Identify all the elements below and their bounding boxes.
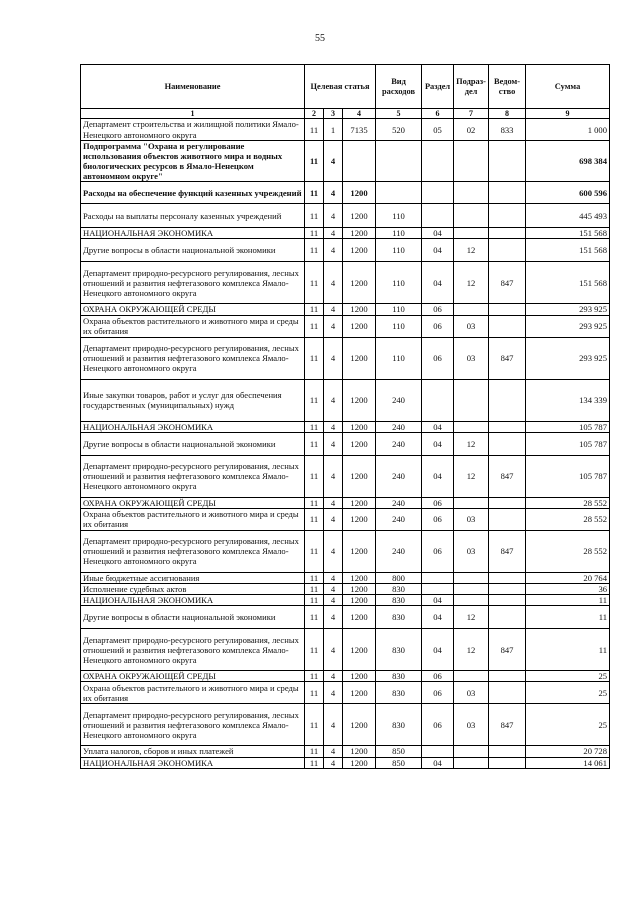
row-code-cell: 11 <box>305 704 324 746</box>
page-number: 55 <box>315 33 325 44</box>
row-amount-cell: 698 384 <box>526 140 610 182</box>
row-code-cell <box>454 304 489 315</box>
row-amount-cell: 151 568 <box>526 239 610 262</box>
row-code-cell: 11 <box>305 421 324 432</box>
table-row <box>81 508 610 530</box>
table-row <box>81 379 610 421</box>
row-code-cell <box>489 421 526 432</box>
row-code-cell: 850 <box>376 746 422 757</box>
row-code-cell: 4 <box>324 671 343 682</box>
row-code-cell <box>489 239 526 262</box>
row-code-cell: 830 <box>376 595 422 606</box>
row-code-cell: 4 <box>324 337 343 379</box>
row-amount-cell: 28 552 <box>526 530 610 572</box>
row-code-cell <box>489 508 526 530</box>
row-code-cell <box>489 315 526 337</box>
table-row <box>81 455 610 497</box>
row-code-cell: 11 <box>305 595 324 606</box>
row-code-cell <box>454 583 489 594</box>
row-code-cell <box>489 572 526 583</box>
row-amount-cell: 14 061 <box>526 757 610 768</box>
row-code-cell <box>454 497 489 508</box>
row-code-cell: 11 <box>305 204 324 228</box>
row-code-cell <box>422 204 454 228</box>
row-code-cell <box>422 182 454 204</box>
row-code-cell: 11 <box>305 508 324 530</box>
table-row <box>81 629 610 671</box>
row-code-cell: 1200 <box>343 379 376 421</box>
row-code-cell: 06 <box>422 508 454 530</box>
row-amount-cell: 105 787 <box>526 455 610 497</box>
header-expense-type: Вид расходов <box>376 65 422 109</box>
row-code-cell: 4 <box>324 497 343 508</box>
row-code-cell: 110 <box>376 204 422 228</box>
row-code-cell: 11 <box>305 262 324 304</box>
row-code-cell <box>454 204 489 228</box>
row-code-cell: 4 <box>324 432 343 455</box>
row-amount-cell: 293 925 <box>526 315 610 337</box>
row-code-cell: 11 <box>305 182 324 204</box>
row-code-cell: 4 <box>324 204 343 228</box>
table-row <box>81 239 610 262</box>
row-code-cell <box>489 606 526 629</box>
row-code-cell: 04 <box>422 629 454 671</box>
row-code-cell: 11 <box>305 304 324 315</box>
row-code-cell: 1200 <box>343 508 376 530</box>
row-code-cell: 04 <box>422 228 454 239</box>
row-code-cell: 04 <box>422 262 454 304</box>
row-name-cell: Департамент природно-ресурсного регулирования, лесных отношений и развития нефтегазового комплекса Ямало-Ненецкого автономного округа <box>81 337 305 379</box>
row-code-cell: 240 <box>376 508 422 530</box>
row-code-cell: 11 <box>305 671 324 682</box>
row-code-cell: 1200 <box>343 204 376 228</box>
row-code-cell <box>489 583 526 594</box>
row-name-cell: Департамент природно-ресурсного регулирования, лесных отношений и развития нефтегазового комплекса Ямало-Ненецкого автономного округа <box>81 455 305 497</box>
table-row <box>81 595 610 606</box>
row-code-cell: 02 <box>454 119 489 140</box>
table-row <box>81 315 610 337</box>
row-code-cell <box>489 671 526 682</box>
column-number: 8 <box>489 109 526 119</box>
row-code-cell <box>489 304 526 315</box>
row-name-cell: Охрана объектов растительного и животного мира и среды их обитания <box>81 315 305 337</box>
row-amount-cell: 20 728 <box>526 746 610 757</box>
table-row <box>81 530 610 572</box>
row-code-cell <box>454 228 489 239</box>
table-row <box>81 704 610 746</box>
table-row <box>81 671 610 682</box>
row-code-cell: 05 <box>422 119 454 140</box>
row-amount-cell: 293 925 <box>526 337 610 379</box>
row-code-cell: 4 <box>324 228 343 239</box>
row-name-cell: ОХРАНА ОКРУЖАЮЩЕЙ СРЕДЫ <box>81 304 305 315</box>
row-code-cell <box>489 497 526 508</box>
row-code-cell: 06 <box>422 304 454 315</box>
row-code-cell: 1200 <box>343 228 376 239</box>
row-name-cell: Иные бюджетные ассигнования <box>81 572 305 583</box>
row-amount-cell: 36 <box>526 583 610 594</box>
row-amount-cell: 445 493 <box>526 204 610 228</box>
table-row <box>81 140 610 182</box>
row-code-cell: 11 <box>305 746 324 757</box>
row-code-cell: 240 <box>376 421 422 432</box>
row-code-cell: 03 <box>454 530 489 572</box>
row-code-cell <box>376 140 422 182</box>
row-code-cell: 1200 <box>343 746 376 757</box>
row-code-cell: 1200 <box>343 304 376 315</box>
column-number: 3 <box>324 109 343 119</box>
row-name-cell: НАЦИОНАЛЬНАЯ ЭКОНОМИКА <box>81 757 305 768</box>
row-code-cell: 11 <box>305 629 324 671</box>
row-amount-cell: 25 <box>526 671 610 682</box>
column-number-row <box>81 109 610 119</box>
header-amount: Сумма <box>526 65 610 109</box>
row-code-cell <box>454 595 489 606</box>
row-amount-cell: 105 787 <box>526 421 610 432</box>
table-row <box>81 606 610 629</box>
row-code-cell: 11 <box>305 682 324 704</box>
row-code-cell: 12 <box>454 262 489 304</box>
header-target: Целевая статья <box>305 65 376 109</box>
row-amount-cell: 25 <box>526 682 610 704</box>
row-code-cell: 11 <box>305 379 324 421</box>
table-row <box>81 746 610 757</box>
table-row <box>81 682 610 704</box>
row-code-cell: 847 <box>489 704 526 746</box>
row-amount-cell: 11 <box>526 595 610 606</box>
row-code-cell: 03 <box>454 704 489 746</box>
row-code-cell: 11 <box>305 432 324 455</box>
row-code-cell <box>489 140 526 182</box>
row-code-cell: 4 <box>324 682 343 704</box>
row-name-cell: ОХРАНА ОКРУЖАЮЩЕЙ СРЕДЫ <box>81 671 305 682</box>
row-name-cell: Охрана объектов растительного и животного мира и среды их обитания <box>81 508 305 530</box>
row-code-cell: 110 <box>376 262 422 304</box>
row-amount-cell: 1 000 <box>526 119 610 140</box>
row-code-cell: 1200 <box>343 704 376 746</box>
row-amount-cell: 11 <box>526 606 610 629</box>
row-code-cell <box>454 140 489 182</box>
row-code-cell: 04 <box>422 455 454 497</box>
row-code-cell: 1200 <box>343 682 376 704</box>
row-code-cell: 11 <box>305 583 324 594</box>
row-amount-cell: 25 <box>526 704 610 746</box>
row-amount-cell: 105 787 <box>526 432 610 455</box>
table-row <box>81 572 610 583</box>
table-row <box>81 497 610 508</box>
row-code-cell: 11 <box>305 455 324 497</box>
row-code-cell <box>454 572 489 583</box>
row-code-cell: 4 <box>324 315 343 337</box>
row-code-cell: 06 <box>422 497 454 508</box>
row-code-cell: 847 <box>489 629 526 671</box>
row-code-cell: 11 <box>305 606 324 629</box>
row-code-cell <box>489 379 526 421</box>
row-code-cell: 4 <box>324 595 343 606</box>
row-code-cell: 847 <box>489 530 526 572</box>
row-code-cell: 1200 <box>343 239 376 262</box>
row-name-cell: Расходы на выплаты персоналу казенных учреждений <box>81 204 305 228</box>
row-name-cell: НАЦИОНАЛЬНАЯ ЭКОНОМИКА <box>81 421 305 432</box>
row-code-cell: 1200 <box>343 629 376 671</box>
row-code-cell: 830 <box>376 671 422 682</box>
row-code-cell: 4 <box>324 757 343 768</box>
row-code-cell: 240 <box>376 379 422 421</box>
row-code-cell <box>489 595 526 606</box>
row-code-cell: 04 <box>422 606 454 629</box>
row-code-cell: 1 <box>324 119 343 140</box>
row-code-cell: 110 <box>376 337 422 379</box>
row-code-cell: 830 <box>376 629 422 671</box>
row-code-cell: 1200 <box>343 497 376 508</box>
column-number: 5 <box>376 109 422 119</box>
header-subsection: Подраз-дел <box>454 65 489 109</box>
row-code-cell: 06 <box>422 337 454 379</box>
row-code-cell: 4 <box>324 140 343 182</box>
row-name-cell: Департамент природно-ресурсного регулирования, лесных отношений и развития нефтегазового комплекса Ямало-Ненецкого автономного округа <box>81 704 305 746</box>
row-amount-cell: 151 568 <box>526 262 610 304</box>
table-row <box>81 421 610 432</box>
row-amount-cell: 11 <box>526 629 610 671</box>
row-code-cell: 4 <box>324 606 343 629</box>
row-amount-cell: 134 339 <box>526 379 610 421</box>
row-name-cell: НАЦИОНАЛЬНАЯ ЭКОНОМИКА <box>81 228 305 239</box>
table-row <box>81 119 610 140</box>
row-code-cell: 847 <box>489 337 526 379</box>
row-code-cell: 06 <box>422 704 454 746</box>
row-amount-cell: 20 764 <box>526 572 610 583</box>
row-code-cell: 11 <box>305 497 324 508</box>
row-code-cell: 110 <box>376 228 422 239</box>
row-code-cell: 110 <box>376 304 422 315</box>
row-code-cell: 1200 <box>343 572 376 583</box>
row-code-cell: 4 <box>324 704 343 746</box>
row-code-cell: 04 <box>422 432 454 455</box>
row-code-cell: 11 <box>305 315 324 337</box>
row-code-cell: 06 <box>422 530 454 572</box>
column-number: 2 <box>305 109 324 119</box>
row-code-cell: 4 <box>324 746 343 757</box>
row-code-cell: 830 <box>376 704 422 746</box>
row-amount-cell: 600 596 <box>526 182 610 204</box>
row-code-cell <box>422 746 454 757</box>
row-code-cell: 1200 <box>343 583 376 594</box>
row-code-cell: 4 <box>324 508 343 530</box>
row-code-cell: 1200 <box>343 262 376 304</box>
column-number: 7 <box>454 109 489 119</box>
row-code-cell <box>376 182 422 204</box>
row-code-cell: 11 <box>305 337 324 379</box>
row-code-cell: 12 <box>454 432 489 455</box>
row-code-cell: 1200 <box>343 421 376 432</box>
row-name-cell: Департамент природно-ресурсного регулирования, лесных отношений и развития нефтегазового комплекса Ямало-Ненецкого автономного округа <box>81 530 305 572</box>
row-code-cell: 04 <box>422 595 454 606</box>
row-code-cell: 850 <box>376 757 422 768</box>
table-header-row <box>81 65 610 109</box>
row-code-cell: 11 <box>305 140 324 182</box>
row-code-cell <box>454 379 489 421</box>
table-row <box>81 757 610 768</box>
header-name: Наименование <box>81 65 305 109</box>
row-name-cell: Исполнение судебных актов <box>81 583 305 594</box>
row-code-cell: 240 <box>376 530 422 572</box>
row-code-cell: 11 <box>305 228 324 239</box>
row-name-cell: Подпрограмма "Охрана и регулирование использования объектов животного мира и водных биологических ресурсов в Ямало-Ненецком автономном округе" <box>81 140 305 182</box>
row-code-cell: 110 <box>376 315 422 337</box>
header-department: Ведом-ство <box>489 65 526 109</box>
table-row <box>81 583 610 594</box>
row-code-cell <box>489 432 526 455</box>
row-code-cell <box>422 379 454 421</box>
row-code-cell <box>454 182 489 204</box>
row-name-cell: Департамент природно-ресурсного регулирования, лесных отношений и развития нефтегазового комплекса Ямало-Ненецкого автономного округа <box>81 629 305 671</box>
row-code-cell: 4 <box>324 262 343 304</box>
row-code-cell: 4 <box>324 455 343 497</box>
row-code-cell <box>454 757 489 768</box>
row-code-cell: 4 <box>324 182 343 204</box>
row-code-cell: 4 <box>324 583 343 594</box>
row-code-cell: 4 <box>324 239 343 262</box>
row-code-cell: 12 <box>454 239 489 262</box>
row-name-cell: НАЦИОНАЛЬНАЯ ЭКОНОМИКА <box>81 595 305 606</box>
row-code-cell <box>489 757 526 768</box>
column-number: 9 <box>526 109 610 119</box>
row-code-cell: 04 <box>422 757 454 768</box>
row-code-cell <box>343 140 376 182</box>
table-row <box>81 204 610 228</box>
row-name-cell: Другие вопросы в области национальной экономики <box>81 239 305 262</box>
row-name-cell: Охрана объектов растительного и животного мира и среды их обитания <box>81 682 305 704</box>
row-code-cell: 240 <box>376 497 422 508</box>
row-code-cell: 240 <box>376 432 422 455</box>
row-code-cell <box>454 421 489 432</box>
row-code-cell: 1200 <box>343 671 376 682</box>
column-number: 6 <box>422 109 454 119</box>
row-name-cell: ОХРАНА ОКРУЖАЮЩЕЙ СРЕДЫ <box>81 497 305 508</box>
row-code-cell <box>422 583 454 594</box>
row-code-cell: 06 <box>422 671 454 682</box>
row-amount-cell: 151 568 <box>526 228 610 239</box>
row-code-cell: 11 <box>305 572 324 583</box>
row-code-cell: 03 <box>454 337 489 379</box>
row-name-cell: Уплата налогов, сборов и иных платежей <box>81 746 305 757</box>
row-code-cell: 800 <box>376 572 422 583</box>
row-code-cell: 06 <box>422 315 454 337</box>
row-code-cell: 03 <box>454 315 489 337</box>
row-amount-cell: 28 552 <box>526 508 610 530</box>
row-code-cell: 1200 <box>343 182 376 204</box>
row-name-cell: Другие вопросы в области национальной экономики <box>81 606 305 629</box>
column-number: 4 <box>343 109 376 119</box>
row-code-cell: 4 <box>324 304 343 315</box>
row-code-cell: 830 <box>376 606 422 629</box>
header-section: Раздел <box>422 65 454 109</box>
row-code-cell: 830 <box>376 682 422 704</box>
row-code-cell <box>489 682 526 704</box>
row-name-cell: Расходы на обеспечение функций казенных учреждений <box>81 182 305 204</box>
row-code-cell <box>489 182 526 204</box>
table-row <box>81 337 610 379</box>
row-code-cell: 03 <box>454 508 489 530</box>
row-code-cell: 110 <box>376 239 422 262</box>
row-amount-cell: 293 925 <box>526 304 610 315</box>
row-code-cell: 11 <box>305 119 324 140</box>
row-code-cell: 1200 <box>343 337 376 379</box>
row-code-cell: 06 <box>422 682 454 704</box>
row-code-cell <box>489 746 526 757</box>
budget-table <box>80 64 610 769</box>
row-code-cell <box>489 204 526 228</box>
row-code-cell: 1200 <box>343 315 376 337</box>
row-code-cell <box>454 746 489 757</box>
table-row <box>81 182 610 204</box>
row-code-cell: 4 <box>324 379 343 421</box>
row-code-cell: 847 <box>489 455 526 497</box>
row-code-cell: 11 <box>305 239 324 262</box>
row-name-cell: Департамент природно-ресурсного регулирования, лесных отношений и развития нефтегазового комплекса Ямало-Ненецкого автономного округа <box>81 262 305 304</box>
table-row <box>81 228 610 239</box>
row-code-cell: 1200 <box>343 432 376 455</box>
row-code-cell: 830 <box>376 583 422 594</box>
row-code-cell: 03 <box>454 682 489 704</box>
row-code-cell: 240 <box>376 455 422 497</box>
row-code-cell: 1200 <box>343 757 376 768</box>
row-code-cell: 1200 <box>343 595 376 606</box>
row-code-cell: 1200 <box>343 455 376 497</box>
row-code-cell: 4 <box>324 572 343 583</box>
row-code-cell: 12 <box>454 455 489 497</box>
row-name-cell: Департамент строительства и жилищной политики Ямало-Ненецкого автономного округа <box>81 119 305 140</box>
table-row <box>81 304 610 315</box>
row-code-cell <box>489 228 526 239</box>
row-code-cell: 4 <box>324 629 343 671</box>
row-code-cell: 4 <box>324 421 343 432</box>
row-code-cell: 833 <box>489 119 526 140</box>
row-code-cell: 12 <box>454 629 489 671</box>
row-amount-cell: 28 552 <box>526 497 610 508</box>
row-code-cell: 1200 <box>343 606 376 629</box>
row-code-cell <box>422 140 454 182</box>
column-number: 1 <box>81 109 305 119</box>
row-code-cell: 1200 <box>343 530 376 572</box>
row-code-cell <box>422 572 454 583</box>
row-name-cell: Иные закупки товаров, работ и услуг для обеспечения государственных (муниципальных) нужд <box>81 379 305 421</box>
row-code-cell: 847 <box>489 262 526 304</box>
row-name-cell: Другие вопросы в области национальной экономики <box>81 432 305 455</box>
row-code-cell: 12 <box>454 606 489 629</box>
row-code-cell: 04 <box>422 421 454 432</box>
row-code-cell <box>454 671 489 682</box>
row-code-cell: 11 <box>305 757 324 768</box>
row-code-cell: 4 <box>324 530 343 572</box>
row-code-cell: 11 <box>305 530 324 572</box>
table-row <box>81 432 610 455</box>
table-row <box>81 262 610 304</box>
row-code-cell: 7135 <box>343 119 376 140</box>
row-code-cell: 520 <box>376 119 422 140</box>
row-code-cell: 04 <box>422 239 454 262</box>
